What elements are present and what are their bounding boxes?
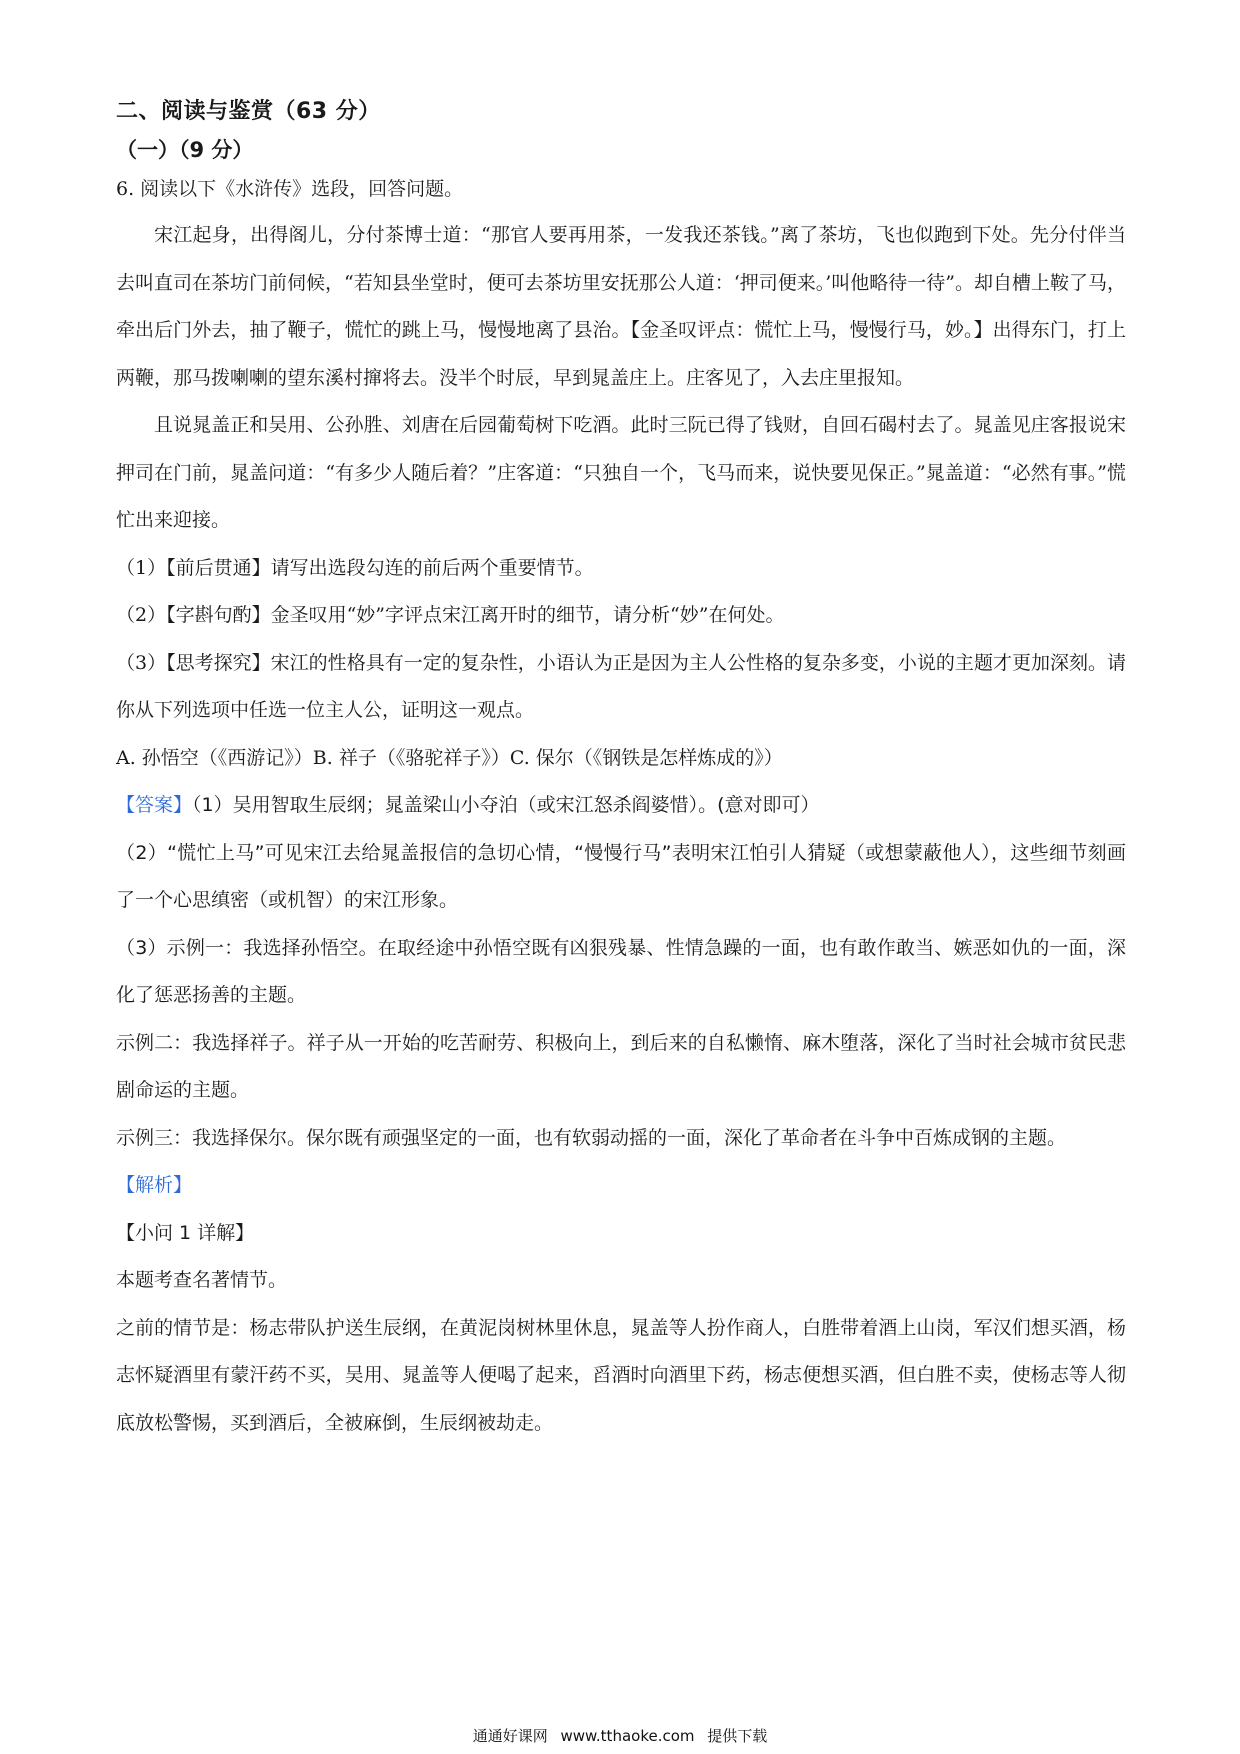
analysis-point: 本题考查名著情节。: [116, 1269, 288, 1291]
sub-section-title: （一）（9 分）: [116, 138, 254, 162]
answer-options: A. 孙悟空（《西游记》）B. 祥子（《骆驼祥子》）C. 保尔（《钢铁是怎样炼成的》）: [116, 746, 783, 769]
answer-1: （1）吴用智取生辰纲；晁盖梁山小夺泊（或宋江怒杀阎婆惜）。(意对即可）: [192, 794, 820, 816]
analysis-detail: 之前的情节是：杨志带队护送生辰纲，在黄泥岗树林里休息，晁盖等人扮作商人，白胜带着酒上山岗，军汉们想买酒，杨志怀疑酒里有蒙汗药不买，吴用、晁盖等人便喝了起来，舀酒时向酒里下药，杨志便想买酒，但白胜不卖，使杨志等人彻底放松警惕，买到酒后，全被麻倒，生辰纲被劫走。: [116, 1316, 1126, 1434]
answer-2: （2）“慌忙上马”可见宋江去给晁盖报信的急切心情，“慢慢行马”表明宋江怕引人猜疑（或想蒙蔽他人），这些细节刻画了一个心思缜密（或机智）的宋江形象。: [116, 841, 1126, 911]
sub-question-1: （1）【前后贯通】请写出选段勾连的前后两个重要情节。: [116, 556, 594, 579]
answer-tag: 【答案】: [116, 794, 193, 816]
footer-url[interactable]: www.tthaoke.com: [560, 1727, 695, 1745]
passage-paragraph-2: 且说晁盖正和吴用、公孙胜、刘唐在后园葡萄树下吃酒。此时三阮已得了钱财，自回石碣村去了。晁盖见庄客报说宋押司在门前，晁盖问道：“有多少人随后着？”庄客道：“只独自一个，飞马而来，说快要见保正。”晁盖道：“必然有事。”慌忙出来迎接。: [116, 414, 1126, 531]
answer-block-1: [116, 782, 1126, 830]
analysis-tag: 【解析】: [116, 1174, 193, 1196]
page-footer: [0, 1726, 1240, 1746]
page-content: [116, 98, 1126, 1447]
sub-question-2: （2）【字斟句酌】金圣叹用“妙”字评点宋江离开时的细节，请分析“妙”在何处。: [116, 604, 785, 626]
footer-site-name: 通通好课网: [472, 1727, 548, 1745]
answer-3-example-1: （3）示例一：我选择孙悟空。在取经途中孙悟空既有凶狠残暴、性情急躁的一面，也有敢作敢当、嫉恶如仇的一面，深化了惩恶扬善的主题。: [116, 936, 1126, 1006]
passage-paragraph-1: 宋江起身，出得阁儿，分付茶博士道：“那官人要再用茶，一发我还茶钱。”离了茶坊，飞也似跑到下处。先分付伴当去叫直司在茶坊门前伺候，“若知县坐堂时，便可去茶坊里安抚那公人道：‘押司便来。’叫他略待一待”。却自槽上鞍了马，牵出后门外去，抽了鞭子，慌忙的跳上马，慢慢地离了县治。【金圣叹评点：慌忙上马，慢慢行马，妙。】出得东门，打上两鞭，那马拨喇喇的望东溪村撺将去。没半个时辰，早到晁盖庄上。庄客见了，入去庄里报知。: [116, 224, 1127, 389]
footer-suffix: 提供下载: [707, 1727, 768, 1745]
sub-question-3: （3）【思考探究】宋江的性格具有一定的复杂性，小语认为正是因为主人公性格的复杂多变，小说的主题才更加深刻。请你从下列选项中任选一位主人公，证明这一观点。: [116, 651, 1126, 721]
section-title: 二、阅读与鉴赏（63 分）: [116, 99, 381, 124]
analysis-subheading-1: 【小问 1 详解】: [116, 1221, 255, 1244]
answer-3-example-3: 示例三：我选择保尔。保尔既有顽强坚定的一面，也有软弱动摇的一面，深化了革命者在斗争中百炼成钢的主题。: [116, 1126, 1067, 1149]
answer-3-example-2: 示例二：我选择祥子。祥子从一开始的吃苦耐劳、积极向上，到后来的自私懒惰、麻木堕落，深化了当时社会城市贫民悲剧命运的主题。: [116, 1031, 1126, 1101]
question-intro: 6. 阅读以下《水浒传》选段，回答问题。: [116, 178, 464, 200]
